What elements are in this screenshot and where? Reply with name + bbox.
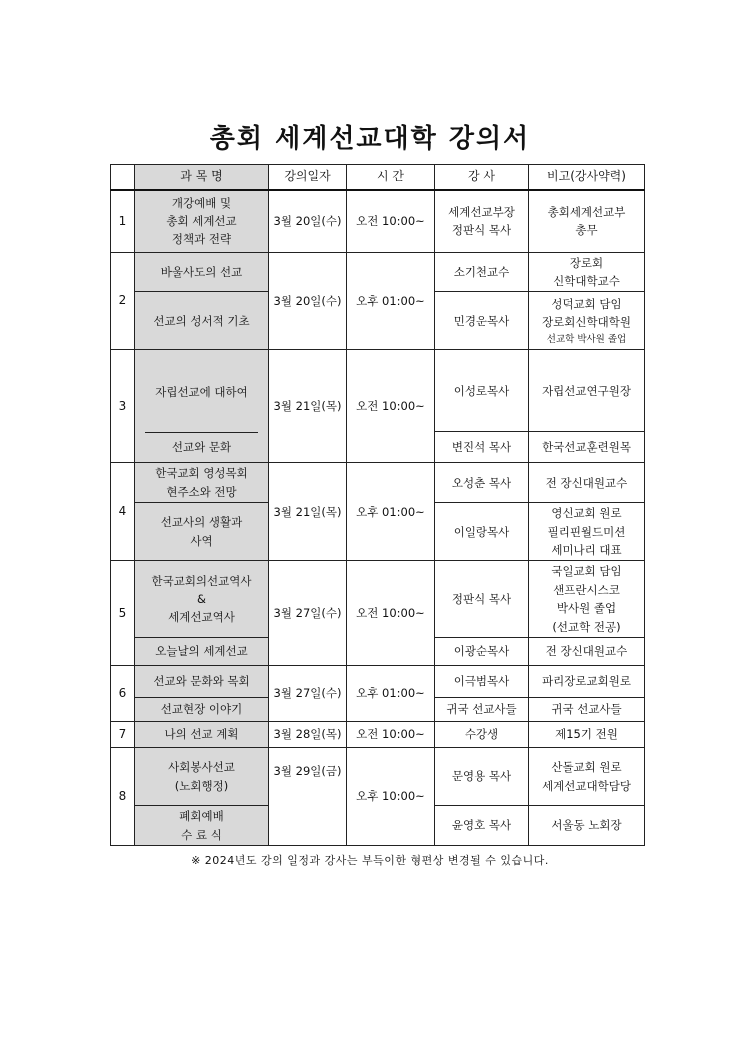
subject-line: 세계선교역사 xyxy=(168,610,235,625)
notes-cell xyxy=(529,561,645,638)
row-number: 8 xyxy=(111,748,135,846)
subject-line: 사회봉사선교 xyxy=(168,760,235,775)
notes-line: (선교학 전공) xyxy=(552,619,621,634)
subject-cell xyxy=(135,463,269,503)
notes-line: 장로회신학대학원 xyxy=(542,315,631,330)
lecturer-cell: 윤영호 목사 xyxy=(435,806,529,846)
subject-line: 사역 xyxy=(190,533,213,548)
date-cell: 3월 29일(금) xyxy=(269,748,347,846)
notes-line: 샌프란시스코 xyxy=(553,582,620,597)
notes-line: 국일교회 담임 xyxy=(551,564,622,579)
row-number: 7 xyxy=(111,722,135,748)
subject-cell xyxy=(135,806,269,846)
subject-cell xyxy=(135,350,269,463)
subject-cell xyxy=(135,190,269,252)
subject-cell xyxy=(135,503,269,561)
notes-line: 영신교회 원로 xyxy=(551,506,622,521)
header-subject: 과 목 명 xyxy=(135,165,269,191)
date-cell: 3월 28일(목) xyxy=(269,722,347,748)
subject-cell: 바울사도의 선교 xyxy=(135,252,269,292)
notes-cell xyxy=(529,503,645,561)
date-cell: 3월 21일(목) xyxy=(269,350,347,463)
subject-line: 자립선교에 대하여 xyxy=(155,384,248,399)
notes-line: 총회세계선교부 xyxy=(547,204,626,219)
subject-cell: 나의 선교 계획 xyxy=(135,722,269,748)
header-lecturer: 강 사 xyxy=(435,165,529,191)
subject-line: 총회 세계선교 xyxy=(166,214,237,229)
lecturer-cell: 이성로목사 xyxy=(435,350,529,432)
lecturer-cell: 문영용 목사 xyxy=(435,748,529,806)
notes-line: 산돌교회 원로 xyxy=(551,760,622,775)
notes-line: 박사원 졸업 xyxy=(556,601,617,616)
footnote: ※ 2024년도 강의 일정과 강사는 부득이한 형편상 변경될 수 있습니다. xyxy=(191,854,549,867)
notes-line: 필리핀월드미션 xyxy=(547,524,626,539)
date-cell: 3월 20일(수) xyxy=(269,190,347,252)
table-row xyxy=(111,666,645,698)
notes-line: 성덕교회 담임 xyxy=(551,296,622,311)
header-date: 강의일자 xyxy=(269,165,347,191)
row-number: 5 xyxy=(111,561,135,666)
table-row xyxy=(111,722,645,748)
page-title: 총회 세계선교대학 강의서 xyxy=(209,124,531,154)
row-number: 3 xyxy=(111,350,135,463)
lecturer-line: 정판식 목사 xyxy=(451,223,512,238)
table-row xyxy=(111,463,645,503)
notes-cell: 제15기 전원 xyxy=(529,722,645,748)
table-row xyxy=(111,748,645,806)
notes-cell: 귀국 선교사들 xyxy=(529,698,645,722)
subject-line: 선교와 문화 xyxy=(145,432,258,461)
time-cell: 오전 10:00~ xyxy=(347,561,435,666)
subject-cell: 선교현장 이야기 xyxy=(135,698,269,722)
notes-cell: 전 장신대원교수 xyxy=(529,463,645,503)
subject-line: & xyxy=(197,592,206,607)
lecturer-cell: 귀국 선교사들 xyxy=(435,698,529,722)
lecturer-cell: 정판식 목사 xyxy=(435,561,529,638)
header-number xyxy=(111,165,135,191)
notes-line: 총무 xyxy=(575,223,598,238)
table-header-row xyxy=(111,165,645,191)
subject-line: 한국교회의선교역사 xyxy=(151,573,252,588)
notes-line: 선교학 박사원 졸업 xyxy=(546,333,627,345)
table-row xyxy=(111,190,645,252)
subject-cell xyxy=(135,561,269,638)
time-cell: 오후 01:00~ xyxy=(347,463,435,561)
date-cell: 3월 20일(수) xyxy=(269,252,347,350)
subject-line: 현주소와 전망 xyxy=(166,484,237,499)
time-cell: 오후 01:00~ xyxy=(347,666,435,722)
notes-line: 신학대학교수 xyxy=(553,273,620,288)
lecturer-line: 세계선교부장 xyxy=(448,204,515,219)
row-number: 2 xyxy=(111,252,135,350)
syllabus-table xyxy=(110,164,645,846)
lecturer-cell: 이광순목사 xyxy=(435,638,529,666)
notes-line: 장로회 xyxy=(569,255,604,270)
notes-cell: 파리장로교회원로 xyxy=(529,666,645,698)
row-number: 1 xyxy=(111,190,135,252)
notes-cell: 자립선교연구원장 xyxy=(529,350,645,432)
table-row xyxy=(111,561,645,638)
subject-line: 개강예배 및 xyxy=(171,195,232,210)
subject-cell xyxy=(135,748,269,806)
notes-cell xyxy=(529,252,645,292)
time-cell: 오전 10:00~ xyxy=(347,350,435,463)
table-row xyxy=(111,350,645,432)
table-row xyxy=(111,252,645,292)
notes-cell: 서울동 노회장 xyxy=(529,806,645,846)
time-cell: 오후 10:00~ xyxy=(347,748,435,846)
lecturer-cell: 변진석 목사 xyxy=(435,432,529,463)
lecturer-cell xyxy=(435,190,529,252)
row-number: 6 xyxy=(111,666,135,722)
subject-cell: 선교의 성서적 기초 xyxy=(135,292,269,350)
subject-line: 폐회예배 xyxy=(179,809,224,824)
time-cell: 오후 01:00~ xyxy=(347,252,435,350)
notes-line: 세계선교대학담당 xyxy=(542,778,631,793)
notes-cell xyxy=(529,748,645,806)
subject-cell: 오늘날의 세계선교 xyxy=(135,638,269,666)
subject-line: 선교사의 생활과 xyxy=(160,515,243,530)
subject-line: 한국교회 영성목회 xyxy=(155,466,248,481)
notes-cell: 한국선교훈련원목 xyxy=(529,432,645,463)
notes-cell xyxy=(529,190,645,252)
subject-cell: 선교와 문화와 목회 xyxy=(135,666,269,698)
subject-line: (노회행정) xyxy=(174,778,229,793)
date-cell: 3월 27일(수) xyxy=(269,561,347,666)
lecturer-cell: 이극범목사 xyxy=(435,666,529,698)
subject-line: 정책과 전략 xyxy=(171,232,232,247)
notes-line: 세미나리 대표 xyxy=(551,543,622,558)
lecturer-cell: 민경운목사 xyxy=(435,292,529,350)
date-cell: 3월 21일(목) xyxy=(269,463,347,561)
lecturer-cell: 수강생 xyxy=(435,722,529,748)
lecturer-cell: 이일랑목사 xyxy=(435,503,529,561)
time-cell: 오전 10:00~ xyxy=(347,190,435,252)
date-cell: 3월 27일(수) xyxy=(269,666,347,722)
header-notes: 비고(강사약력) xyxy=(529,165,645,191)
notes-cell xyxy=(529,292,645,350)
subject-line: 수 료 식 xyxy=(181,827,222,842)
subject-split xyxy=(137,351,266,461)
lecturer-cell: 오성춘 목사 xyxy=(435,463,529,503)
lecturer-cell: 소기천교수 xyxy=(435,252,529,292)
row-number: 4 xyxy=(111,463,135,561)
time-cell: 오전 10:00~ xyxy=(347,722,435,748)
notes-cell: 전 장신대원교수 xyxy=(529,638,645,666)
header-time: 시 간 xyxy=(347,165,435,191)
